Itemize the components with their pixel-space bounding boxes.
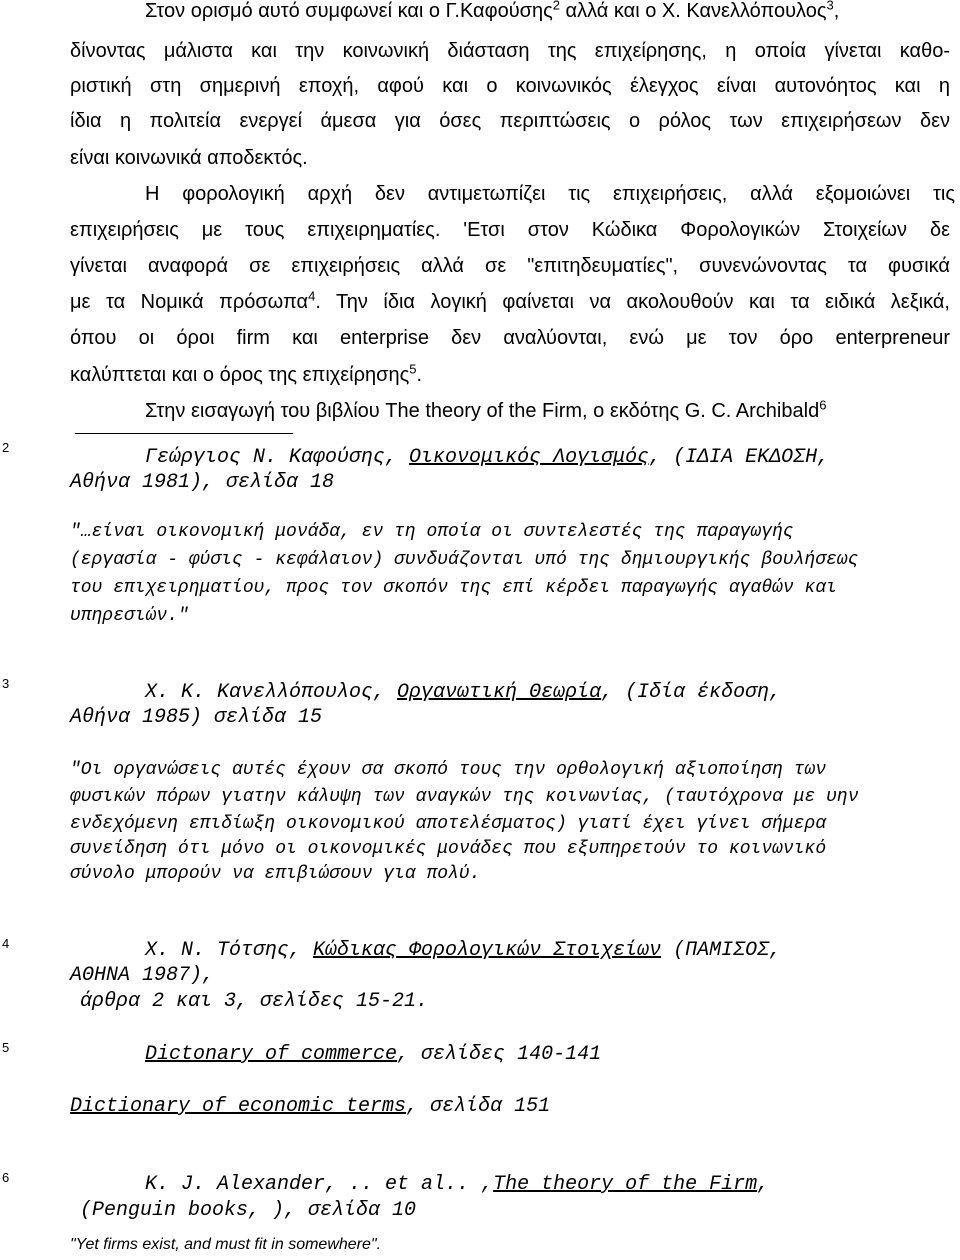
footnote-3-quote-line: ενδεχόμενη επιδίωξη οικονομικού αποτελέσματος) γιατί έχει γίνει σήμερα — [70, 814, 827, 834]
paragraph-2-line-5: όπου οι όροι firm και enterprise δεν αναλύονται, ενώ με τον όρο enterpreneur — [70, 327, 950, 349]
text: Γεώργιος Ν. Καφούσης, — [145, 446, 410, 469]
paragraph-1-line-4: ίδια η πολιτεία ενεργεί άμεσα για όσες περιπτώσεις ο ρόλος των επιχειρήσεων δεν — [70, 110, 950, 132]
footnote-3-quote-line: συνείδηση ότι μόνο οι οικονομικές μονάδες που εξυπηρετούν το κοινωνικό — [70, 839, 827, 859]
text: , (Ιδία έκδοση, — [601, 681, 782, 704]
book-title: Κώδικας Φορολογικών Στοιχείων — [313, 939, 662, 962]
text: . Την ίδια λογική φαίνεται να ακολουθούν και τα ειδικά λεξικά, — [315, 291, 950, 313]
text: K. J. Alexander, .. et al.. , — [145, 1173, 494, 1196]
footnote-ref-4[interactable]: 4 — [308, 288, 316, 304]
text: αλλά και ο Χ. Κανελλόπουλος — [559, 0, 827, 22]
paragraph-2-line-2: επιχειρήσεις με τους επιχειρηματίες. 'Ετσι στον Κώδικα Φορολογικών Στοιχείων δε — [70, 219, 950, 241]
text: Στην εισαγωγή του βιβλίου The theory of the Firm, ο εκδότης G. C. Archibald — [145, 400, 820, 422]
book-title: Dictionary of economic terms — [70, 1095, 407, 1118]
footnote-ref-2[interactable]: 2 — [552, 0, 560, 13]
book-title: The theory of the Firm — [493, 1173, 758, 1196]
paragraph-1-line-2: δίνοντας μάλιστα και την κοινωνική διάσταση της επιχείρησης, η οποία γίνεται καθο- — [70, 40, 950, 62]
text: , (ΙΔΙΑ ΕΚΔΟΣΗ, — [649, 446, 830, 469]
footnote-5-line-2 — [70, 1095, 950, 1118]
footnote-2-line-2: Αθήνα 1981), σελίδα 18 — [70, 471, 335, 494]
text: , σελίδα 151 — [406, 1095, 551, 1118]
footnote-4-line-1 — [145, 939, 945, 962]
text: καλύπτεται και ο όρος της επιχείρησης — [70, 364, 410, 386]
text: Χ. Κ. Κανελλόπουλος, — [145, 681, 398, 704]
footnote-number: 4 — [2, 936, 10, 951]
book-title: Οικονομικός Λογισμός — [409, 446, 650, 469]
footnote-ref-3[interactable]: 3 — [826, 0, 834, 13]
footnote-4-line-2: ΑΘΗΝΑ 1987), — [70, 964, 215, 987]
footnote-2-quote-line: υπηρεσιών." — [70, 606, 189, 626]
text: . — [416, 364, 423, 386]
text: , — [757, 1173, 770, 1196]
footnote-number: 5 — [2, 1040, 10, 1055]
footnote-3-line-1 — [145, 681, 945, 704]
footnote-2-line-1 — [145, 446, 945, 469]
book-title: Dictonary of commerce — [145, 1043, 398, 1066]
text: , σελίδες 140-141 — [397, 1043, 602, 1066]
footnote-number: 2 — [2, 440, 10, 455]
paragraph-1-line-5: είναι κοινωνικά αποδεκτός. — [70, 147, 308, 169]
text: με τα Νομικά πρόσωπα — [70, 291, 309, 313]
text: , — [833, 0, 840, 22]
footnote-6-quote: "Yet firms exist, and must fit in somewhere". — [70, 1236, 382, 1253]
text: Στον ορισμό αυτό συμφωνεί και ο Γ.Καφούσης — [145, 0, 553, 22]
footnote-3-quote-line: "Οι οργανώσεις αυτές έχουν σα σκοπό τους την ορθολογική αξιοποίηση των — [70, 760, 827, 780]
paragraph-2-line-3: γίνεται αναφορά σε επιχειρήσεις αλλά σε "επιτηδευματίες", συνενώνοντας τα φυσικά — [70, 255, 950, 277]
footnote-4-line-3: άρθρα 2 και 3, σελίδες 15-21. — [80, 990, 429, 1013]
footnote-5-line-1 — [145, 1043, 945, 1066]
paragraph-1-line-3: ριστική στη σημερινή εποχή, αφού και ο κοινωνικός έλεγχος είναι αυτονόητος και η — [70, 75, 950, 97]
footnote-2-quote-line: (εργασία - φύσις - κεφάλαιον) συνδυάζονται υπό της δημιουργικής βουλήσεως — [70, 550, 859, 570]
footnote-separator — [75, 433, 293, 434]
footnote-3-quote-line: φυσικών πόρων γιατην κάλυψη των αναγκών της κοινωνίας, (ταυτόχρονα με υην — [70, 787, 859, 807]
footnote-number: 6 — [2, 1170, 10, 1185]
paragraph-2-line-6 — [70, 361, 950, 387]
paragraph-2-line-4 — [70, 288, 950, 314]
footnote-3-quote-line: σύνολο μπορούν να επιβιώσουν για πολύ. — [70, 864, 481, 884]
footnote-3-line-2: Αθήνα 1985) σελίδα 15 — [70, 706, 323, 729]
footnote-2-quote-line: του επιχειρηματίου, προς τον σκοπόν της επί κέρδει παραγωγής αγαθών και — [70, 578, 837, 598]
footnote-ref-5[interactable]: 5 — [409, 361, 417, 377]
text: Χ. Ν. Τότσης, — [145, 939, 314, 962]
footnote-ref-6[interactable]: 6 — [819, 397, 827, 413]
footnote-2-quote-line: "…είναι οικονομική μονάδα, εν τη οποία οι συντελεστές της παραγωγής — [70, 522, 794, 542]
book-title: Οργανωτική Θεωρία — [397, 681, 602, 704]
footnote-number: 3 — [2, 676, 10, 691]
footnote-6-line-2: (Penguin books, ), σελίδα 10 — [80, 1199, 417, 1222]
paragraph-1-line-1 — [145, 0, 945, 23]
paragraph-2-line-1: Η φορολογική αρχή δεν αντιμετωπίζει τις επιχειρήσεις, αλλά εξομοιώνει τις — [145, 183, 955, 205]
paragraph-3-line-1 — [145, 397, 945, 423]
text: (ΠΑΜΙΣΟΣ, — [661, 939, 782, 962]
footnote-6-line-1 — [145, 1173, 945, 1196]
